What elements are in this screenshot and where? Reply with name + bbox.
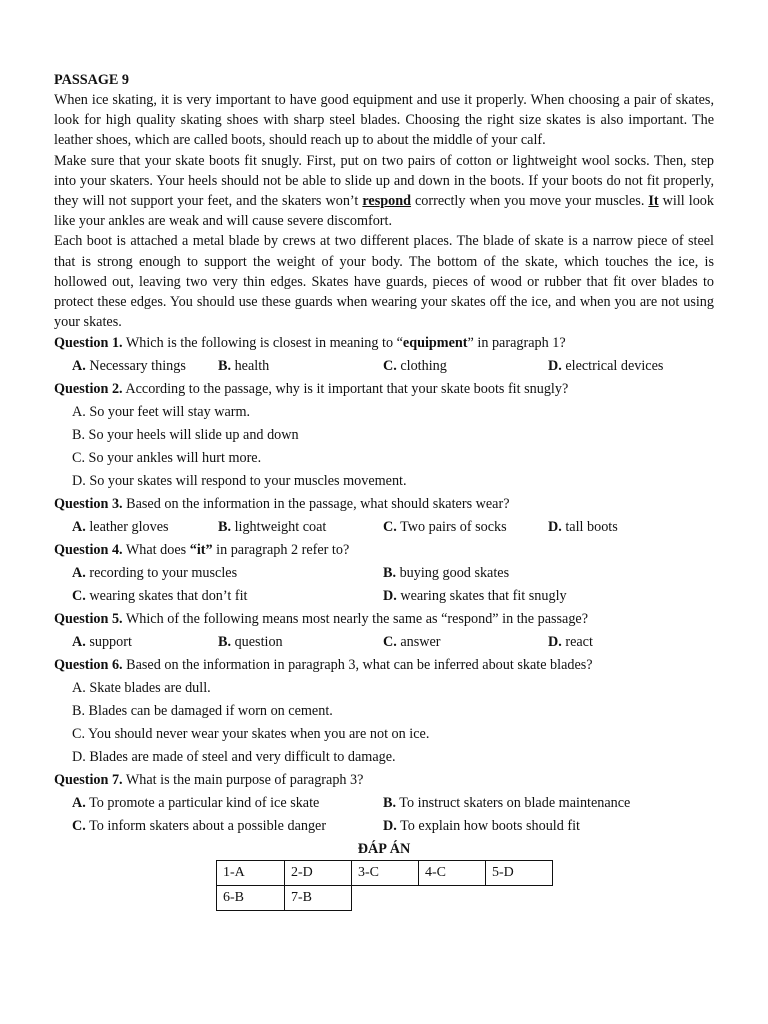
option-d: D. Blades are made of steel and very difficult to damage. <box>72 749 396 766</box>
option-d: D. To explain how boots should fit <box>383 818 580 835</box>
option-d: D. wearing skates that fit snugly <box>383 588 567 605</box>
option-a: A. Skate blades are dull. <box>72 680 211 697</box>
option-c: C. You should never wear your skates when you are not on ice. <box>72 726 430 743</box>
question-text: Which is the following is closest in meaning to “ <box>122 335 403 352</box>
paragraph-2-part-a: Make sure that your skate boots fit snugly. First, put on two pairs of cotton or lightweight wool socks. Then, step into your skaters. Your heels should not be able to slide up and down in the boots. If your boots do not fit properly, they will not support your feet, and the skaters won’t <box>54 152 714 210</box>
answer-cell: 4-C <box>419 861 486 886</box>
word-it: It <box>648 193 659 210</box>
question-4-options-row-2 <box>54 585 714 608</box>
option-c: C. To inform skaters about a possible danger <box>72 818 327 835</box>
paragraph-3: Each boot is attached a metal blade by crews at two different places. The blade of skate is a narrow piece of steel that is strong enough to support the weight of your body. The bottom of the skate, which touches the ice, is hollowed out, leaving two very thin edges. Skates have guards, pieces of wood or rubber that fit over blades to protect these edges. You should use these guards when wearing your skates off the ice, and when you are not using your skates. <box>54 233 714 331</box>
question-label: Question 6. <box>54 657 123 674</box>
option-a: A. So your feet will stay warm. <box>72 404 251 421</box>
question-5 <box>54 608 714 631</box>
option-d: D. electrical devices <box>548 358 664 375</box>
passage-title: PASSAGE 9 <box>54 72 130 88</box>
option-b: B. lightweight coat <box>218 519 327 536</box>
question-text: What is the main purpose of paragraph 3? <box>122 772 364 789</box>
question-7 <box>54 769 714 792</box>
answer-cell: 3-C <box>352 861 419 886</box>
question-4 <box>54 539 714 562</box>
question-label: Question 7. <box>54 772 123 789</box>
option-a: A. To promote a particular kind of ice skate <box>72 795 320 812</box>
answer-cell: 6-B <box>217 886 285 911</box>
question-text: Based on the information in the passage, what should skaters wear? <box>122 496 510 513</box>
answer-cell: 1-A <box>217 861 285 886</box>
question-1-options <box>54 355 714 378</box>
question-text: ” in paragraph 1? <box>467 335 566 352</box>
answer-key-table <box>216 860 553 911</box>
paragraph-1: When ice skating, it is very important to have good equipment and use it properly. When choosing a pair of skates, look for high quality skating shoes with sharp steel blades. Choosing the right size skates is also important. The leather shoes, which are called boots, should reach up to about the middle of your calf. <box>54 92 714 149</box>
option-a: A. leather gloves <box>72 519 169 536</box>
answer-cell: 2-D <box>285 861 352 886</box>
document-page <box>54 70 714 906</box>
question-text: What does <box>122 542 190 559</box>
paragraph-2-part-c: will look like your ankles are weak and will cause severe discomfort. <box>54 193 714 230</box>
option-c: C. clothing <box>383 358 447 375</box>
option-d: D. react <box>548 634 593 651</box>
question-2 <box>54 378 714 401</box>
option-c: C. Two pairs of socks <box>383 519 507 536</box>
question-3-options <box>54 516 714 539</box>
option-c: C. answer <box>383 634 441 651</box>
question-label: Question 1. <box>54 335 123 352</box>
question-text: in paragraph 2 refer to? <box>212 542 350 559</box>
question-keyword: equipment <box>402 335 468 352</box>
question-text: According to the passage, why is it important that your skate boots fit snugly? <box>122 381 569 398</box>
option-b: B. question <box>218 634 283 651</box>
table-row <box>217 886 553 911</box>
answer-key-title: ĐÁP ÁN <box>357 841 411 858</box>
question-text: Which of the following means most nearly the same as “respond” in the passage? <box>122 611 589 628</box>
question-6 <box>54 654 714 677</box>
answer-cell: 5-D <box>486 861 553 886</box>
option-a: A. Necessary things <box>72 358 186 375</box>
question-3 <box>54 493 714 516</box>
question-text: Based on the information in paragraph 3, what can be inferred about skate blades? <box>122 657 593 674</box>
paragraph-2-part-b: correctly when you move your muscles. <box>410 193 649 210</box>
question-label: Question 4. <box>54 542 123 559</box>
paragraph-2 <box>54 151 714 232</box>
question-7-options-row-1 <box>54 792 714 815</box>
option-c: C. So your ankles will hurt more. <box>72 450 262 467</box>
option-b: B. buying good skates <box>383 565 510 582</box>
option-b: B. So your heels will slide up and down <box>72 427 299 444</box>
option-d: D. So your skates will respond to your muscles movement. <box>72 473 407 490</box>
question-5-options <box>54 631 714 654</box>
question-7-options-row-2 <box>54 815 714 838</box>
option-a: A. support <box>72 634 132 651</box>
question-1 <box>54 332 714 355</box>
option-b: B. To instruct skaters on blade maintenance <box>383 795 631 812</box>
answer-cell: 7-B <box>285 886 352 911</box>
question-keyword: “it” <box>189 542 213 559</box>
option-b: B. health <box>218 358 270 375</box>
question-label: Question 2. <box>54 381 123 398</box>
option-c: C. wearing skates that don’t fit <box>72 588 248 605</box>
option-d: D. tall boots <box>548 519 618 536</box>
question-4-options-row-1 <box>54 562 714 585</box>
option-a: A. recording to your muscles <box>72 565 238 582</box>
option-b: B. Blades can be damaged if worn on cement. <box>72 703 333 720</box>
question-label: Question 3. <box>54 496 123 513</box>
table-row <box>217 861 553 886</box>
question-label: Question 5. <box>54 611 123 628</box>
word-respond: respond <box>362 193 411 210</box>
